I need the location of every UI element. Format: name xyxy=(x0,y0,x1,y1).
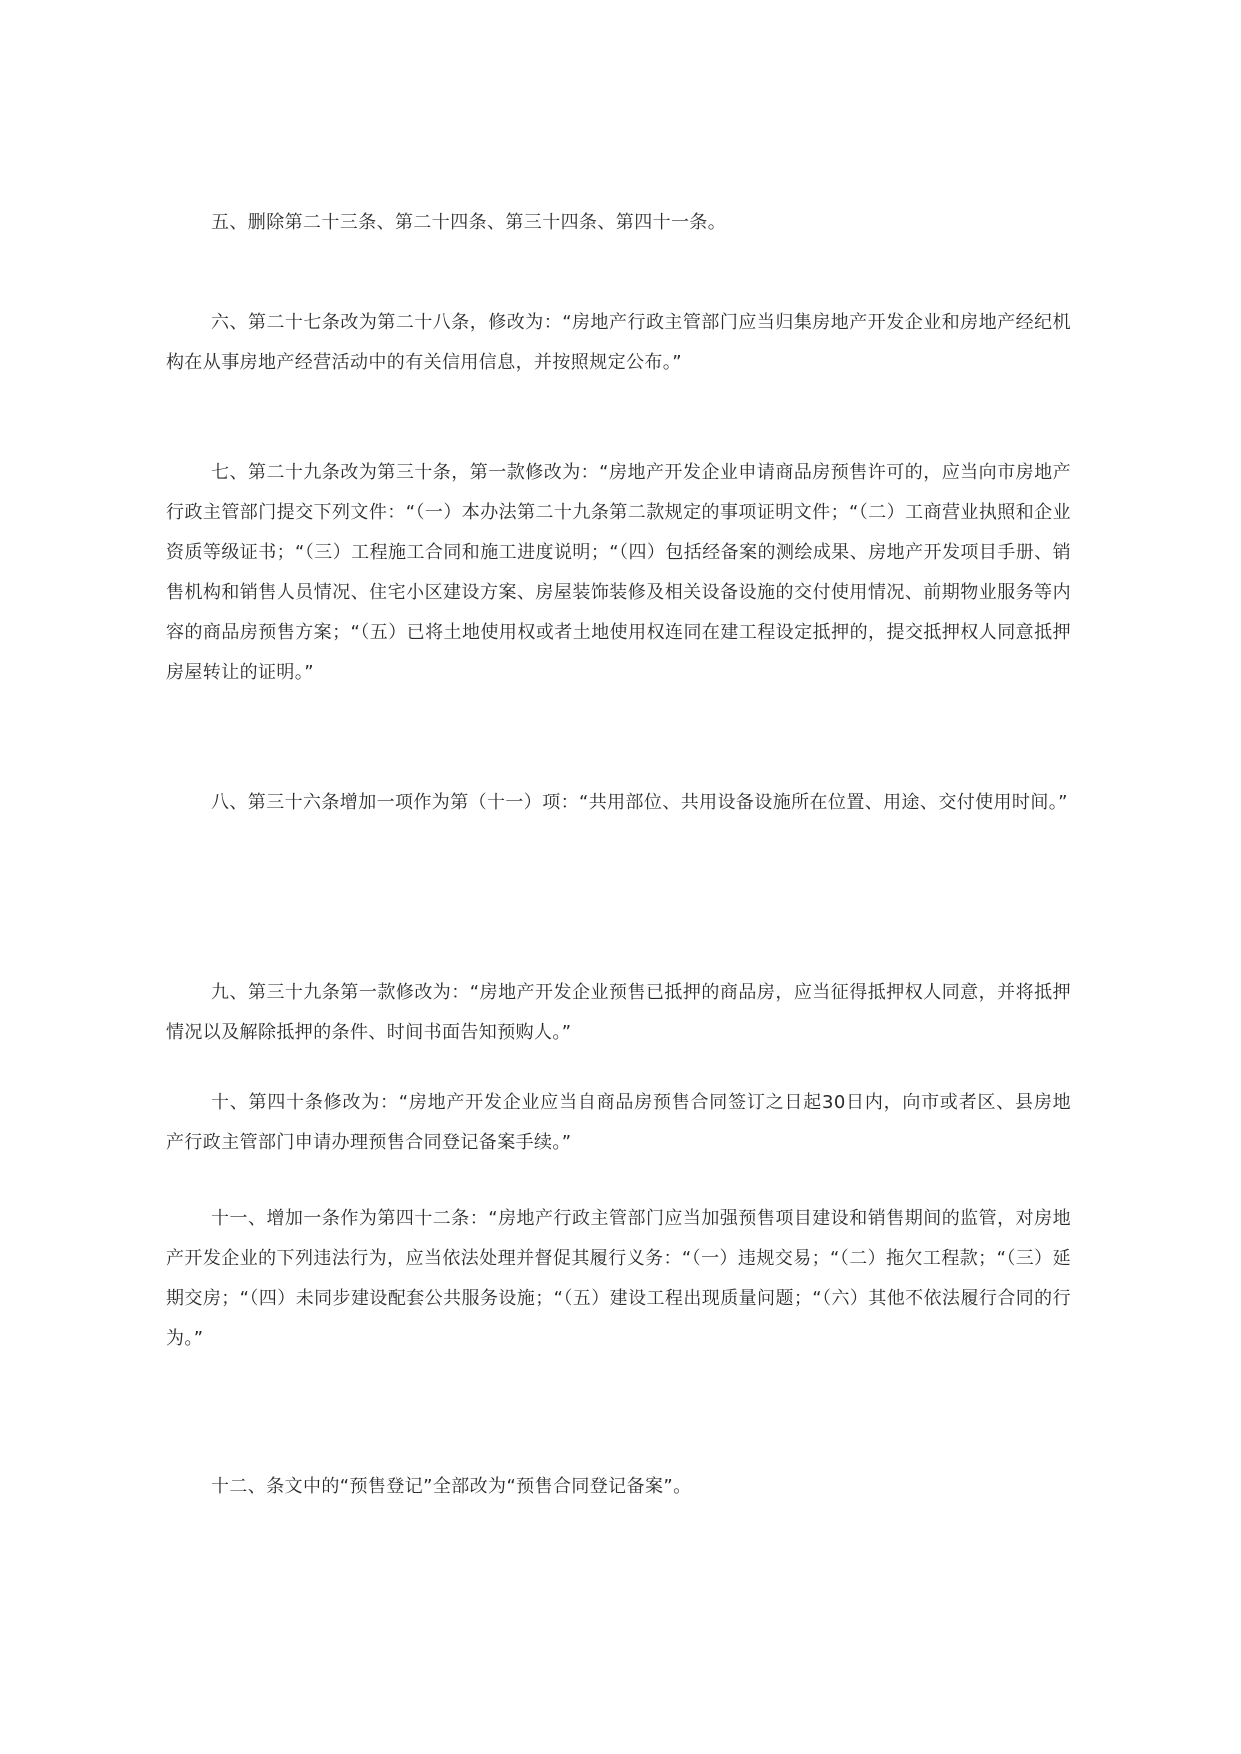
paragraph-item-11: 十一、增加一条作为第四十二条：“房地产行政主管部门应当加强预售项目建设和销售期间的监管，对房地产开发企业的下列违法行为，应当依法处理并督促其履行义务：“（一）违规交易；“（二）拖欠工程款；“（三）延期交房；“（四）未同步建设配套公共服务设施；“（五）建设工程出现质量问题；“（六）其他不依法履行合同的行为。” xyxy=(166,1208,1071,1349)
paragraph-item-8: 八、第三十六条增加一项作为第（十一）项：“共用部位、共用设备设施所在位置、用途、交付使用时间。” xyxy=(211,792,1068,813)
paragraph-item-6: 六、第二十七条改为第二十八条，修改为：“房地产行政主管部门应当归集房地产开发企业和房地产经纪机构在从事房地产经营活动中的有关信用信息，并按照规定公布。” xyxy=(166,312,1071,373)
paragraph-item-7: 七、第二十九条改为第三十条，第一款修改为：“房地产开发企业申请商品房预售许可的，应当向市房地产行政主管部门提交下列文件：“（一）本办法第二十九条第二款规定的事项证明文件；“（二）工商营业执照和企业资质等级证书；“（三）工程施工合同和施工进度说明；“（四）包括经备案的测绘成果、房地产开发项目手册、销售机构和销售人员情况、住宅小区建设方案、房屋装饰装修及相关设备设施的交付使用情况、前期物业服务等内容的商品房预售方案；“（五）已将土地使用权或者土地使用权连同在建工程设定抵押的，提交抵押权人同意抵押房屋转让的证明。” xyxy=(166,462,1071,683)
paragraph-item-12: 十二、条文中的“预售登记”全部改为“预售合同登记备案”。 xyxy=(211,1476,692,1497)
paragraph-item-9: 九、第三十九条第一款修改为：“房地产开发企业预售已抵押的商品房，应当征得抵押权人同意，并将抵押情况以及解除抵押的条件、时间书面告知预购人。” xyxy=(166,982,1071,1043)
paragraph-item-10: 十、第四十条修改为：“房地产开发企业应当自商品房预售合同签订之日起30日内，向市或者区、县房地产行政主管部门申请办理预售合同登记备案手续。” xyxy=(166,1092,1071,1153)
paragraph-item-5: 五、删除第二十三条、第二十四条、第三十四条、第四十一条。 xyxy=(211,212,727,233)
